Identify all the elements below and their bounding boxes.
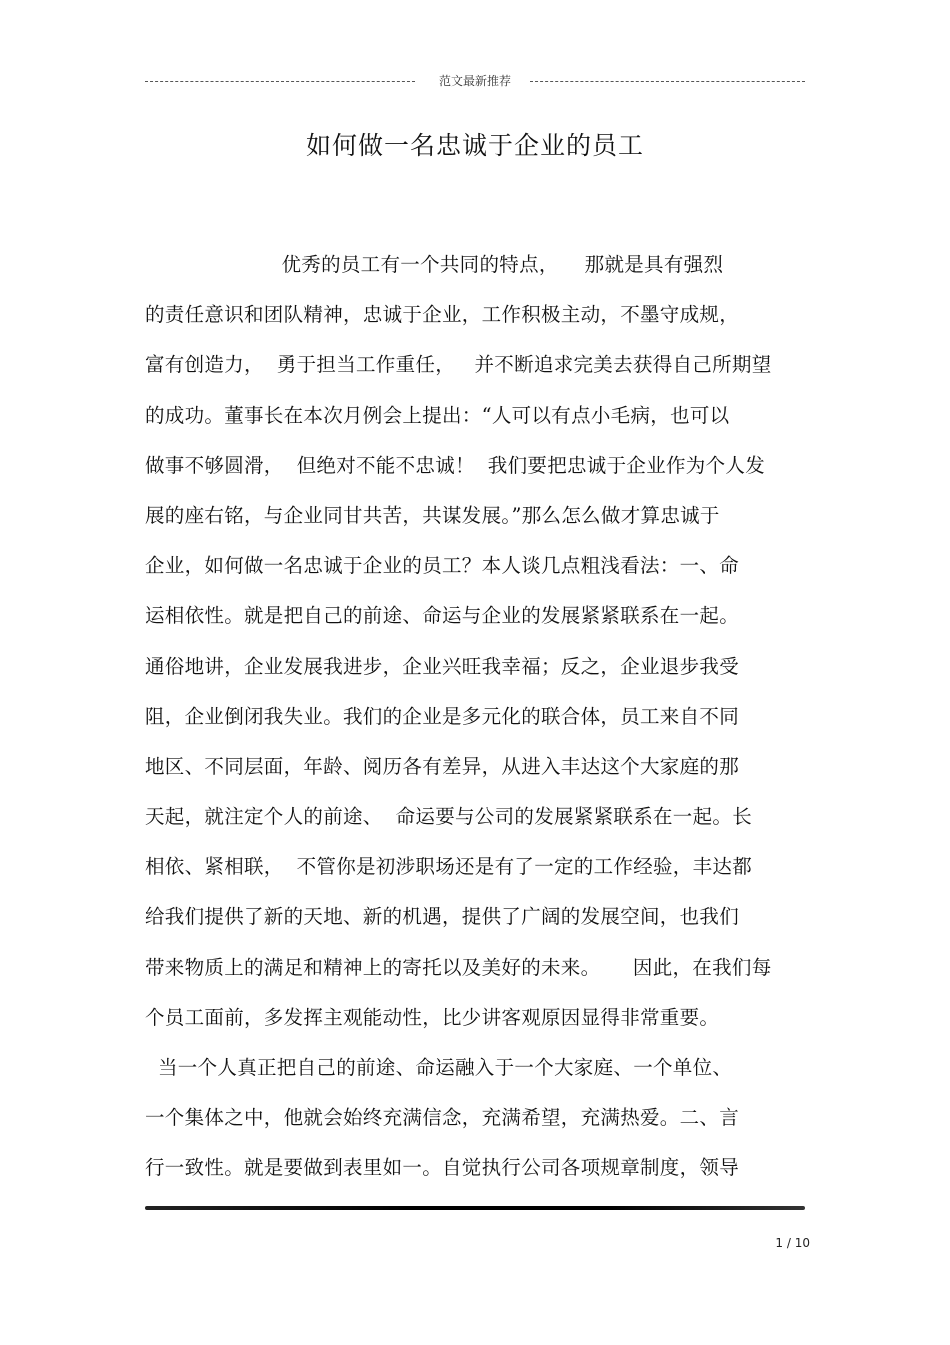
text-line: 的成功。董事长在本次月例会上提出：“人可以有点小毛病，也可以 (145, 403, 730, 427)
text-line: 一个集体之中，他就会始终充满信念，充满希望，充满热爱。二、言 (145, 1106, 740, 1130)
footer-rule (145, 1206, 805, 1210)
text-line: 企业，如何做一名忠诚于企业的员工？本人谈几点粗浅看法：一、命 (145, 554, 740, 578)
header-dash-right (530, 81, 805, 82)
text-line: 个员工面前，多发挥主观能动性，比少讲客观原因显得非常重要。 (145, 1005, 720, 1029)
text-line: 行一致性。就是要做到表里如一。自觉执行公司各项规章制度，领导 (145, 1156, 740, 1180)
page-header (145, 70, 805, 92)
text-line: 带来物质上的满足和精神上的寄托以及美好的未来。 因此，在我们每 (145, 955, 772, 979)
header-dash-left (145, 81, 415, 82)
text-line: 给我们提供了新的天地、新的机遇，提供了广阔的发展空间，也我们 (145, 905, 740, 929)
header-label: 范文最新推荐 (438, 74, 511, 88)
text-line: 相依、紧相联， 不管你是初涉职场还是有了一定的工作经验，丰达都 (145, 855, 752, 879)
text-line: 天起，就注定个人的前途、 命运要与公司的发展紧紧联系在一起。长 (145, 805, 752, 829)
text-line: 富有创造力， 勇于担当工作重任， 并不断追求完美去获得自己所期望 (145, 353, 772, 377)
text-line: 展的座右铭，与企业同甘共苦，共谋发展。”那么怎么做才算忠诚于 (145, 503, 720, 527)
text-line: 通俗地讲，企业发展我进步，企业兴旺我幸福；反之，企业退步我受 (145, 654, 740, 678)
document-title: 如何做一名忠诚于企业的员工 (305, 131, 644, 160)
text-line: 阻，企业倒闭我失业。我们的企业是多元化的联合体，员工来自不同 (145, 704, 740, 728)
text-line: 的责任意识和团队精神，忠诚于企业，工作积极主动，不墨守成规， (145, 303, 740, 327)
text-line: 做事不够圆滑， 但绝对不能不忠诚！ 我们要把忠诚于企业作为个人发 (145, 453, 765, 477)
page-number: 1 / 10 (775, 1236, 810, 1250)
text-line: 地区、不同层面，年龄、阅历各有差异，从进入丰达这个大家庭的那 (145, 754, 740, 778)
body-text (145, 240, 810, 1194)
text-line: 当一个人真正把自己的前途、命运融入于一个大家庭、一个单位、 (145, 1056, 733, 1079)
text-line: 运相依性。就是把自己的前途、命运与企业的发展紧紧联系在一起。 (145, 604, 740, 628)
text-line: 优秀的员工有一个共同的特点， 那就是具有强烈 (145, 253, 724, 276)
